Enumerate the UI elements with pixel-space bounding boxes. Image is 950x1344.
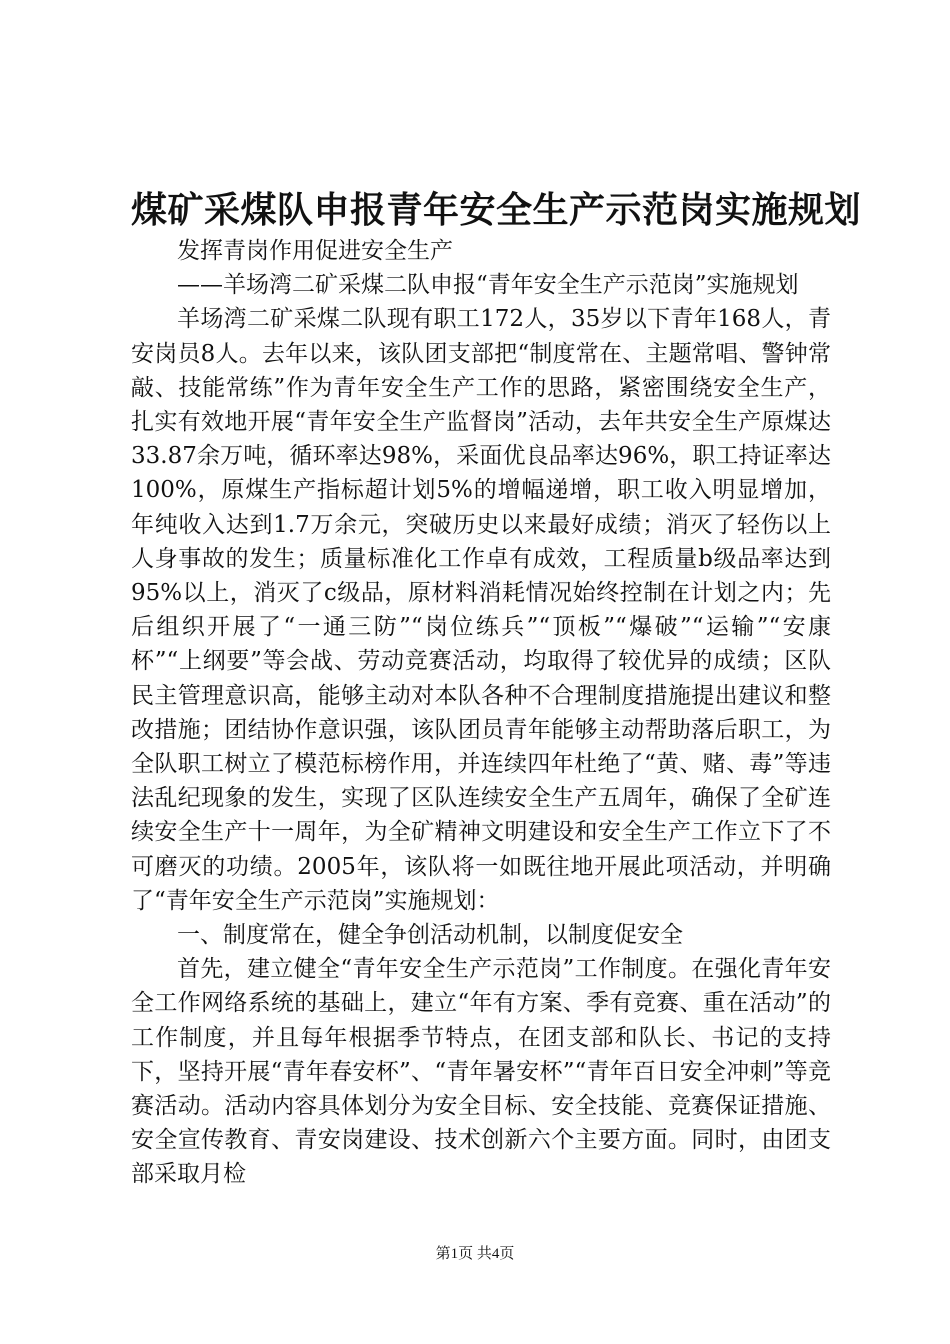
document-title: 煤矿采煤队申报青年安全生产示范岗实施规划: [131, 189, 862, 231]
document-body: [131, 234, 831, 1192]
body-paragraph: 首先，建立健全“青年安全生产示范岗”工作制度。在强化青年安全工作网络系统的基础上，建立“年有方案、季有竞赛、重在活动”的工作制度，并且每年根据季节特点，在团支部和队长、书记的支持下，坚持开展“青年春安杯”、“青年暑安杯”“青年百日安全冲刺”等竞赛活动。活动内容具体划分为安全目标、安全技能、竞赛保证措施、安全宣传教育、青安岗建设、技术创新六个主要方面。同时，由团支部采取月检: [131, 956, 831, 1188]
page-footer: 第1页 共4页: [435, 1246, 515, 1262]
intro-paragraph: 羊场湾二矿采煤二队现有职工172人，35岁以下青年168人，青安岗员8人。去年以来，该队团支部把“制度常在、主题常唱、警钟常敲、技能常练”作为青年安全生产工作的思路，紧密围绕安全生产，扎实有效地开展“青年安全生产监督岗”活动，去年共安全生产原煤达33.87余万吨，循环率达98%，采面优良品率达96%，职工持证率达100%，原煤生产指标超计划5%的增幅递增，职工收入明显增加，年纯收入达到1.7万余元，突破历史以来最好成绩；消灭了轻伤以上人身事故的发生；质量标准化工作卓有成效，工程质量b级品率达到95%以上，消灭了c级品，原材料消耗情况始终控制在计划之内；先后组织开展了“一通三防”“岗位练兵”“顶板”“爆破”“运输”“安康杯”“上纲要”等会战、劳动竞赛活动，均取得了较优异的成绩；区队民主管理意识高，能够主动对本队各种不合理制度措施提出建议和整改措施；团结协作意识强，该队团员青年能够主动帮助落后职工，为全队职工树立了模范标榜作用，并连续四年杜绝了“黄、赌、毒”等违法乱纪现象的发生，实现了区队连续安全生产五周年，确保了全矿连续安全生产十一周年，为全矿精神文明建设和安全生产工作立下了不可磨灭的功绩。2005年，该队将一如既往地开展此项活动，并明确了“青年安全生产示范岗”实施规划：: [131, 306, 831, 914]
subtitle-paragraph: 发挥青岗作用促进安全生产: [177, 238, 453, 264]
section-heading-paragraph: 一、制度常在，健全争创活动机制，以制度促安全: [177, 922, 683, 949]
subtitle-detail-paragraph: ——羊场湾二矿采煤二队申报“青年安全生产示范岗”实施规划: [177, 272, 799, 299]
